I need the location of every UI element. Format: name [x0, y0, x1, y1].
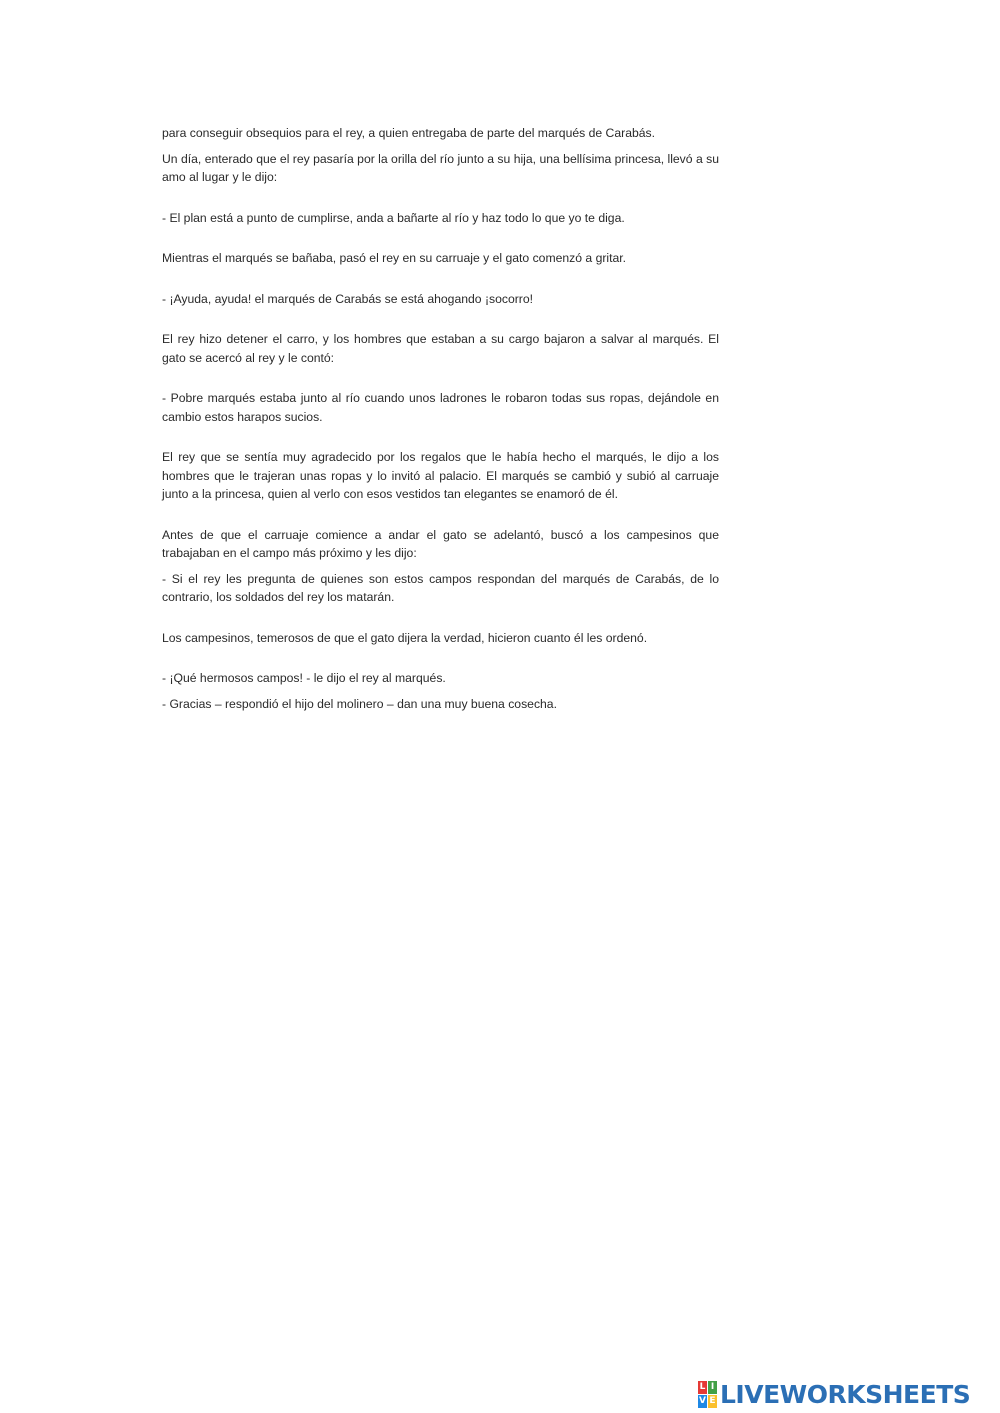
paragraph: El rey hizo detener el carro, y los hombres que estaban a su cargo bajaron a salvar al marqués. El gato se acercó al rey y le contó: — [162, 332, 719, 365]
logo-badge-letter: I — [708, 1381, 717, 1394]
paragraph: - El plan está a punto de cumplirse, anda a bañarte al río y haz todo lo que yo te diga. — [162, 210, 625, 225]
paragraph: Un día, enterado que el rey pasaría por la orilla del río junto a su hija, una bellísima princesa, llevó a su amo al lugar y le dijo: — [162, 151, 719, 184]
document-body — [162, 124, 719, 713]
paragraph: El rey que se sentía muy agradecido por los regalos que le había hecho el marqués, le dijo a los hombres que le trajeran unas ropas y lo invitó al palacio. El marqués se cambió y subió al carruaje junto a la princesa, quien al verlo con esos vestidos tan elegantes se enamoró de él. — [162, 450, 719, 501]
paragraph: - ¡Qué hermosos campos! - le dijo el rey al marqués. — [162, 671, 446, 685]
logo-badge-letter: L — [699, 1381, 706, 1392]
paragraph: Los campesinos, temerosos de que el gato dijera la verdad, hicieron cuanto él les ordenó. — [162, 630, 648, 645]
paragraph: Antes de que el carruaje comience a andar el gato se adelantó, buscó a los campesinos que trabajaban en el campo más próximo y les dijo: — [162, 527, 719, 560]
paragraph: - Pobre marqués estaba junto al río cuando unos ladrones le robaron todas sus ropas, dejándole en cambio estos harapos sucios. — [162, 391, 719, 424]
paragraph: para conseguir obsequios para el rey, a quien entregaba de parte del marqués de Carabás. — [162, 126, 656, 140]
logo-badge-letter: V — [699, 1395, 706, 1406]
liveworksheets-logo — [698, 1379, 970, 1409]
logo-badge-icon — [698, 1381, 717, 1408]
paragraph: - Gracias – respondió el hijo del molinero – dan una muy buena cosecha. — [162, 696, 557, 711]
logo-badge-letter: E — [709, 1395, 716, 1406]
paragraph: Mientras el marqués se bañaba, pasó el rey en su carruaje y el gato comenzó a gritar. — [162, 251, 627, 265]
paragraph: - ¡Ayuda, ayuda! el marqués de Carabás se está ahogando ¡socorro! — [162, 291, 534, 306]
logo-text: LIVEWORKSHEETS — [720, 1379, 971, 1409]
paragraph: - Si el rey les pregunta de quienes son estos campos respondan del marqués de Carabás, de lo contrario, los soldados del rey los matarán. — [162, 571, 719, 604]
